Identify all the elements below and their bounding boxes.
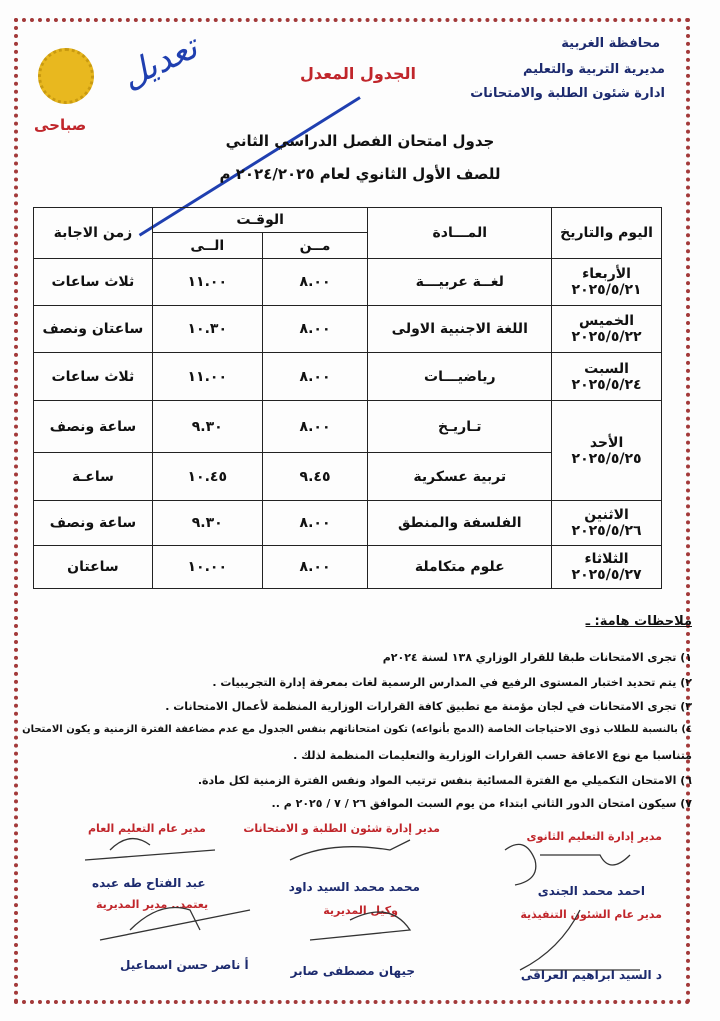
- subject: تربية عسكرية: [368, 453, 552, 501]
- date: ٢٠٢٥/٥/٢١: [571, 282, 642, 298]
- subject: الفلسفة والمنطق: [368, 501, 552, 546]
- duration: ساعتان: [34, 546, 153, 589]
- signature-title: وكيل المديرية: [323, 904, 398, 917]
- day: الأربعاء: [582, 266, 631, 282]
- header-subject: المـــادة: [368, 208, 552, 259]
- header-from: مــن: [262, 233, 368, 259]
- signature-title: مدير عام الشئون التنفيذية: [520, 908, 662, 921]
- department: ادارة شئون الطلبة والامتحانات: [470, 86, 665, 101]
- to: ١٠.٣٠: [152, 306, 262, 353]
- duration: ساعـة: [34, 453, 153, 501]
- table-row: [34, 546, 662, 589]
- signature-name: عبد الفتاح طه عبده: [92, 876, 206, 890]
- table-row: [34, 306, 662, 353]
- date: ٢٠٢٥/٥/٢٤: [571, 376, 642, 393]
- signature-mark: [520, 910, 640, 970]
- notes-title: ملاحظات هامة: ـ: [585, 614, 692, 629]
- signature-name: جيهان مصطفى صابر: [290, 964, 415, 978]
- note-item: ٤) بالنسبة للطلاب ذوى الاحتياجات الخاصة (الدمج بأنواعه) تكون امتحاناتهم بنفس الجدول مع عدم مضاعفة الفترة الزمنية و يكون الامتحان: [22, 724, 692, 735]
- shift-label: صباحى: [34, 116, 87, 134]
- duration: ثلاث ساعات: [34, 353, 153, 401]
- handwritten-note: تعديل: [115, 27, 204, 97]
- title-line-1: جدول امتحان الفصل الدراسي الثاني: [225, 132, 495, 150]
- day: الخميس: [579, 313, 635, 329]
- exam-schedule-table: [33, 207, 662, 589]
- note-item: ٧) سيكون امتحان الدور الثاني ابتداء من يوم السبت الموافق ٢٦ / ٧ / ٢٠٢٥ م ..: [271, 797, 692, 810]
- signature-mark: [290, 840, 410, 860]
- signature-name: د السيد ابراهيم العراقى: [520, 968, 662, 982]
- from: ٨.٠٠: [262, 353, 368, 401]
- signature-mark: [505, 844, 630, 885]
- signature-title: يعتمد.. مدير المديرية: [96, 898, 209, 911]
- date: ٢٠٢٥/٥/٢٧: [571, 567, 642, 583]
- signature-title: مدير عام التعليم العام: [88, 822, 206, 835]
- header-to: الــى: [152, 233, 262, 259]
- directorate: مديرية التربية والتعليم: [522, 62, 665, 77]
- from: ٨.٠٠: [262, 259, 368, 306]
- signature-name: أ ناصر حسن اسماعيل: [120, 958, 249, 972]
- from: ٩.٤٥: [262, 453, 368, 501]
- to: ٩.٣٠: [152, 401, 262, 453]
- logo-emblem: [38, 48, 94, 104]
- to: ١١.٠٠: [152, 259, 262, 306]
- signature-name: محمد محمد السيد داود: [288, 880, 420, 894]
- signature-title: مدير إدارة التعليم الثانوى: [526, 830, 662, 843]
- subject: اللغة الاجنبية الاولى: [368, 306, 552, 353]
- date: ٢٠٢٥/٥/٢٢: [571, 329, 642, 345]
- signature-mark: [100, 908, 250, 941]
- signature-name: احمد محمد الجندى: [537, 884, 645, 898]
- date: ٢٠٢٥/٥/٢٥: [571, 450, 642, 467]
- subject: لغــة عربيـــة: [368, 259, 552, 306]
- signature-mark: [310, 912, 410, 940]
- to: ١٠.٤٥: [152, 453, 262, 501]
- from: ٨.٠٠: [262, 546, 368, 589]
- day: الثلاثاء: [584, 551, 629, 567]
- note-item: ٣) تجرى الامتحانات في لجان مؤمنة مع تطبيق كافة القرارات الوزارية المنظمة لأعمال الامتحانات .: [165, 700, 692, 713]
- from: ٨.٠٠: [262, 501, 368, 546]
- table-row: [34, 401, 662, 453]
- from: ٨.٠٠: [262, 306, 368, 353]
- note-item: ١) تجرى الامتحانات طبقا للقرار الوزاري ١٣٨ لسنة ٢٠٢٤م: [382, 651, 692, 664]
- duration: ساعة ونصف: [34, 401, 153, 453]
- duration: ثلاث ساعات: [34, 259, 153, 306]
- subject: علوم متكاملة: [368, 546, 552, 589]
- signature-mark: [85, 839, 215, 860]
- header-day-date: اليوم والتاريخ: [552, 208, 662, 259]
- signature-title: مدير إدارة شئون الطلبة و الامتحانات: [243, 822, 440, 835]
- duration: ساعة ونصف: [34, 501, 153, 546]
- to: ٩.٣٠: [152, 501, 262, 546]
- day: الأحد: [589, 434, 624, 451]
- table-row: [34, 501, 662, 546]
- header-time: الوقـت: [152, 208, 368, 233]
- table-row: [34, 353, 662, 401]
- to: ١٠.٠٠: [152, 546, 262, 589]
- to: ١١.٠٠: [152, 353, 262, 401]
- date: ٢٠٢٥/٥/٢٦: [571, 523, 642, 539]
- header-duration: زمن الاجابة: [34, 208, 153, 259]
- subject: رياضيـــات: [368, 353, 552, 401]
- duration: ساعتان ونصف: [34, 306, 153, 353]
- title-line-2: للصف الأول الثانوي لعام ٢٠٢٤/٢٠٢٥ م: [219, 165, 501, 183]
- from: ٨.٠٠: [262, 401, 368, 453]
- governorate: محافظة الغربية: [561, 36, 660, 51]
- day: الاثنين: [584, 507, 629, 523]
- revised-label: الجدول المعدل: [300, 64, 417, 83]
- note-item: ٢) يتم تحديد اختبار المستوى الرفيع في المدارس الرسمية لغات بمعرفة إدارة التجريبيات .: [212, 676, 692, 689]
- day: السبت: [584, 360, 629, 377]
- note-item: ٦) الامتحان التكميلي مع الفترة المسائية بنفس ترتيب المواد ونفس الفترة الزمنية لكل مادة.: [197, 774, 692, 787]
- subject: تـاريـخ: [368, 401, 552, 453]
- table-row: [34, 259, 662, 306]
- handwritten-signatures: [0, 820, 720, 1010]
- note-item: متناسبا مع نوع الاعاقة حسب القرارات الوزارية والتعليمات المنظمة لذلك .: [293, 749, 692, 762]
